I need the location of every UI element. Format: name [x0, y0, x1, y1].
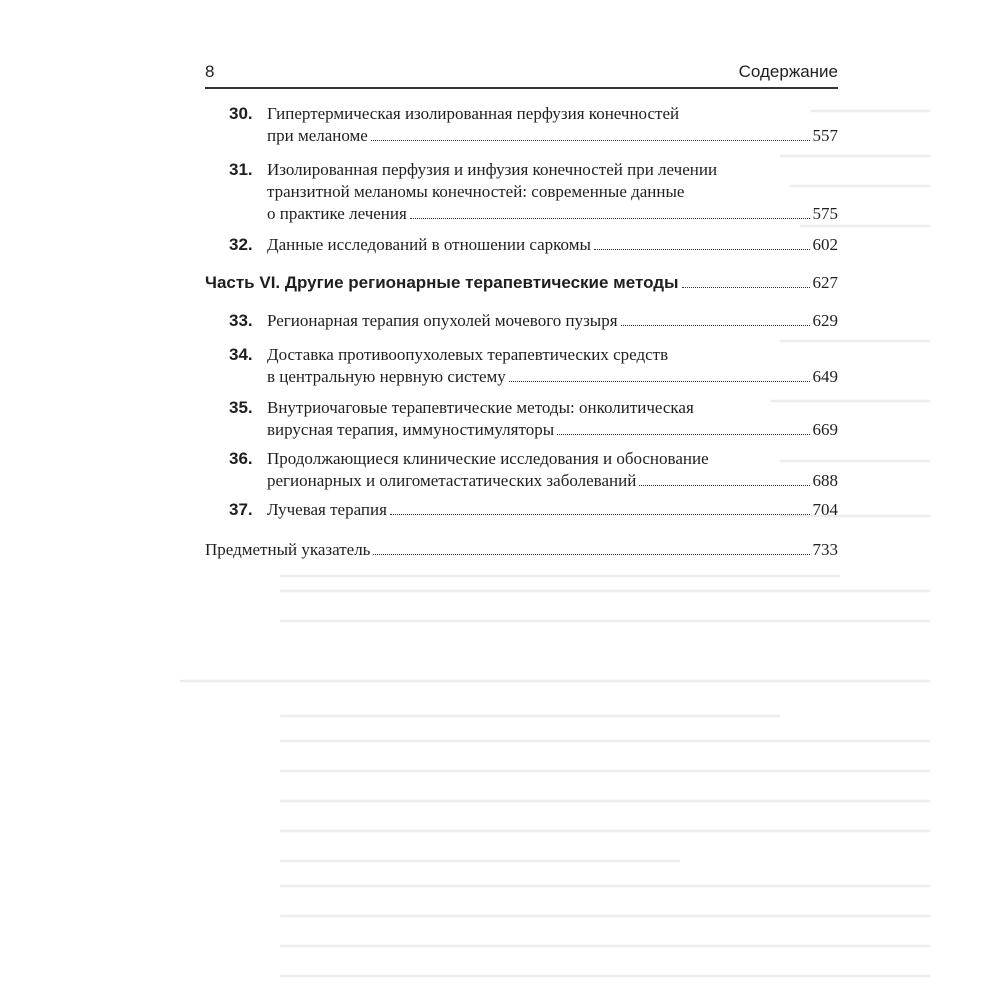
page-ref: 629 [812, 311, 838, 330]
page-ref: 669 [812, 420, 838, 439]
dot-leader [594, 249, 810, 250]
index-title: Предметный указатель [205, 540, 371, 559]
chapter-title-line: при меланоме [267, 126, 368, 145]
dot-leader [373, 554, 809, 555]
dot-leader [621, 325, 810, 326]
chapter-number: 32. [229, 235, 253, 254]
page-ref: 627 [812, 273, 838, 292]
chapter-number: 33. [229, 311, 253, 330]
chapter-title-line: Регионарная терапия опухолей мочевого пузыря [267, 311, 618, 330]
chapter-number: 35. [229, 398, 253, 417]
running-title: Содержание [738, 62, 838, 81]
chapter-number: 37. [229, 500, 253, 519]
chapter-number: 34. [229, 345, 253, 364]
toc-part-6[interactable] [205, 272, 838, 294]
chapter-title-line: Гипертермическая изолированная перфузия конечностей [267, 104, 680, 123]
toc-subject-index[interactable] [205, 539, 838, 561]
chapter-title-line: вирусная терапия, иммуностимуляторы [267, 420, 555, 439]
dot-leader [371, 140, 810, 141]
page-ref: 575 [812, 204, 838, 223]
chapter-title-line: Данные исследований в отношении саркомы [267, 235, 591, 254]
page-ref: 602 [812, 235, 838, 254]
dot-leader [682, 287, 810, 288]
chapter-title-line: о практике лечения [267, 204, 407, 223]
chapter-title-line: регионарных и олигометастатических заболеваний [267, 471, 637, 490]
chapter-title-line: транзитной меланомы конечностей: современные данные [267, 182, 685, 201]
chapter-number: 31. [229, 160, 253, 179]
dot-leader [639, 485, 809, 486]
dot-leader [390, 514, 810, 515]
page-ref: 733 [812, 540, 838, 559]
chapter-title-line: Продолжающиеся клинические исследования и обоснование [267, 449, 709, 468]
chapter-title-line: Изолированная перфузия и инфузия конечностей при лечении [267, 160, 718, 179]
chapter-title-line: Внутриочаговые терапевтические методы: онколитическая [267, 398, 694, 417]
page-ref: 649 [812, 367, 838, 386]
page-number: 8 [205, 62, 215, 81]
page-ref: 688 [812, 471, 838, 490]
page-ref: 557 [812, 126, 838, 145]
part-title: Часть VI. Другие регионарные терапевтические методы [205, 273, 679, 292]
dot-leader [557, 434, 809, 435]
dot-leader [509, 381, 810, 382]
chapter-title-line: в центральную нервную систему [267, 367, 506, 386]
chapter-title-line: Доставка противоопухолевых терапевтических средств [267, 345, 669, 364]
page-ref: 704 [812, 500, 838, 519]
chapter-number: 36. [229, 449, 253, 468]
header-rule [205, 87, 838, 89]
chapter-title-line: Лучевая терапия [267, 500, 387, 519]
chapter-number: 30. [229, 104, 253, 123]
dot-leader [410, 218, 810, 219]
